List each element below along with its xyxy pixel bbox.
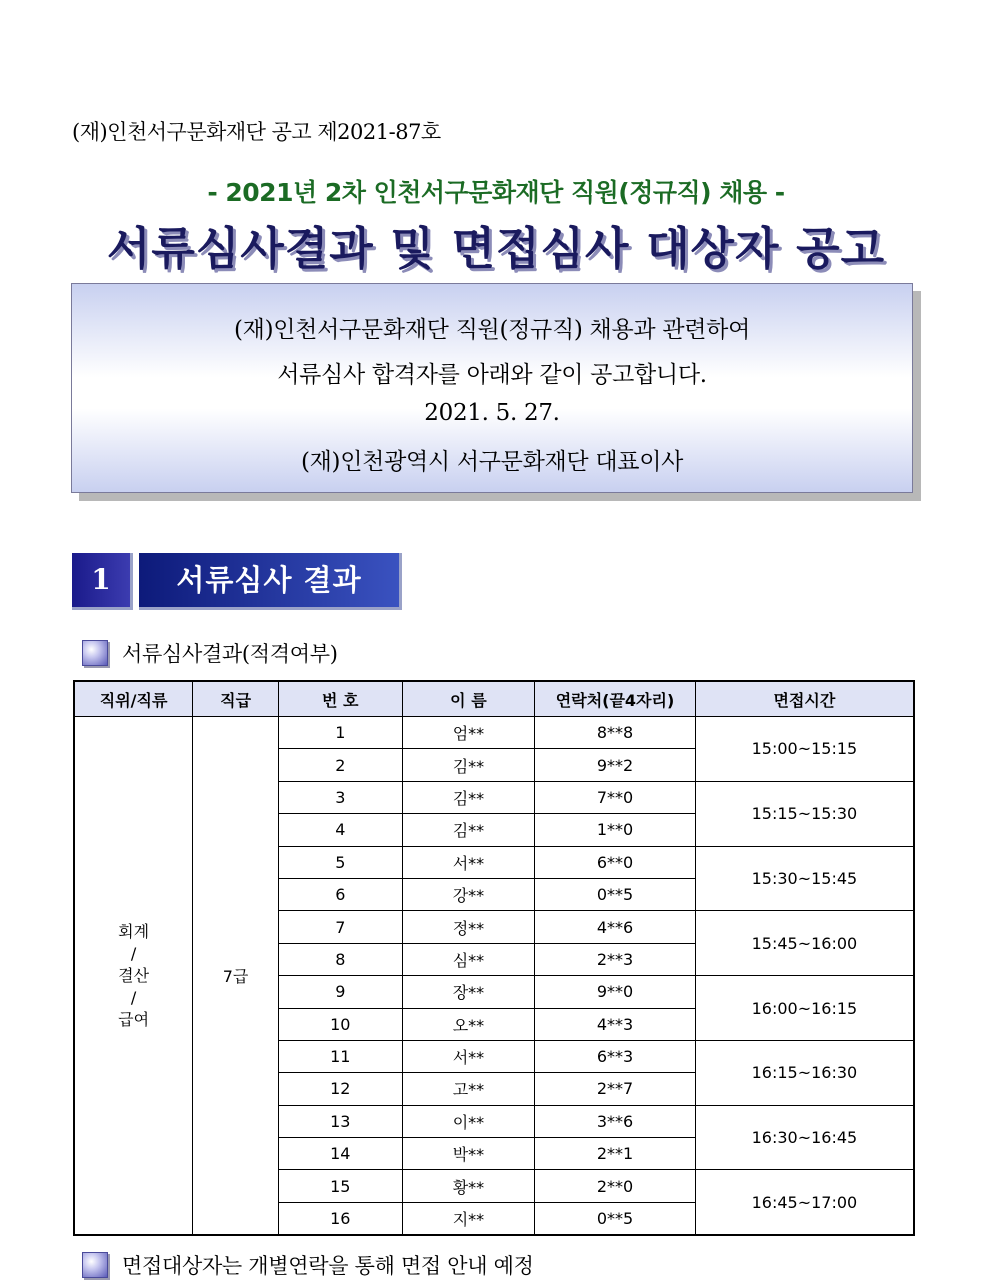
interview-time: 16:45~17:00 bbox=[695, 1170, 914, 1235]
notice-date: 2021. 5. 27. bbox=[424, 400, 560, 426]
row-number: 1 bbox=[278, 717, 402, 749]
row-contact: 6**3 bbox=[535, 1040, 696, 1072]
row-name: 오** bbox=[402, 1008, 535, 1040]
row-number: 14 bbox=[278, 1138, 402, 1170]
header-name: 이 름 bbox=[402, 681, 535, 717]
interview-time: 15:00~15:15 bbox=[695, 717, 914, 782]
section-title: 서류심사 결과 bbox=[139, 553, 402, 610]
notice-box bbox=[71, 283, 913, 493]
row-number: 12 bbox=[278, 1073, 402, 1105]
row-contact: 0**5 bbox=[535, 878, 696, 910]
notice-line-2: 서류심사 합격자를 아래와 같이 공고합니다. bbox=[277, 362, 707, 388]
subtitle: - 2021년 2차 인천서구문화재단 직원(정규직) 채용 - bbox=[207, 178, 785, 207]
row-contact: 4**6 bbox=[535, 911, 696, 943]
row-contact: 0**5 bbox=[535, 1202, 696, 1235]
row-number: 15 bbox=[278, 1170, 402, 1202]
row-number: 3 bbox=[278, 781, 402, 813]
results-table bbox=[73, 680, 915, 1236]
interview-time: 16:30~16:45 bbox=[695, 1105, 914, 1170]
row-name: 강** bbox=[402, 878, 535, 910]
row-contact: 2**3 bbox=[535, 943, 696, 975]
row-name: 서** bbox=[402, 846, 535, 878]
row-name: 서** bbox=[402, 1040, 535, 1072]
row-name: 이** bbox=[402, 1105, 535, 1137]
row-number: 11 bbox=[278, 1040, 402, 1072]
row-number: 4 bbox=[278, 814, 402, 846]
row-number: 9 bbox=[278, 976, 402, 1008]
row-contact: 3**6 bbox=[535, 1105, 696, 1137]
row-number: 5 bbox=[278, 846, 402, 878]
row-contact: 2**0 bbox=[535, 1170, 696, 1202]
row-contact: 7**0 bbox=[535, 781, 696, 813]
row-number: 13 bbox=[278, 1105, 402, 1137]
section-number: 1 bbox=[72, 553, 133, 610]
square-bullet-icon bbox=[82, 1252, 108, 1278]
notice-signer: (재)인천광역시 서구문화재단 대표이사 bbox=[300, 449, 684, 475]
interview-time: 15:45~16:00 bbox=[695, 911, 914, 976]
bullet-results bbox=[82, 638, 338, 668]
row-name: 장** bbox=[402, 976, 535, 1008]
row-name: 지** bbox=[402, 1202, 535, 1235]
header-position: 직위/직류 bbox=[74, 681, 193, 717]
row-contact: 9**2 bbox=[535, 749, 696, 781]
notice-number: (재)인천서구문화재단 공고 제2021-87호 bbox=[72, 120, 441, 144]
row-name: 박** bbox=[402, 1138, 535, 1170]
row-number: 10 bbox=[278, 1008, 402, 1040]
notice-line-1: (재)인천서구문화재단 직원(정규직) 채용과 관련하여 bbox=[233, 317, 750, 343]
position-cell: 회계 / 결산 / 급여 bbox=[74, 717, 193, 1236]
interview-time: 15:15~15:30 bbox=[695, 781, 914, 846]
row-name: 엄** bbox=[402, 717, 535, 749]
header-number: 번 호 bbox=[278, 681, 402, 717]
row-name: 김** bbox=[402, 814, 535, 846]
table-row bbox=[74, 717, 914, 749]
row-name: 심** bbox=[402, 943, 535, 975]
row-contact: 2**7 bbox=[535, 1073, 696, 1105]
interview-time: 15:30~15:45 bbox=[695, 846, 914, 911]
header-grade: 직급 bbox=[193, 681, 279, 717]
row-name: 김** bbox=[402, 749, 535, 781]
interview-time: 16:15~16:30 bbox=[695, 1040, 914, 1105]
row-contact: 1**0 bbox=[535, 814, 696, 846]
row-number: 6 bbox=[278, 878, 402, 910]
row-number: 2 bbox=[278, 749, 402, 781]
grade-cell: 7급 bbox=[193, 717, 279, 1236]
row-contact: 6**0 bbox=[535, 846, 696, 878]
row-contact: 2**1 bbox=[535, 1138, 696, 1170]
row-name: 정** bbox=[402, 911, 535, 943]
bullet-interview-notice bbox=[82, 1250, 534, 1280]
table-header-row bbox=[74, 681, 914, 717]
header-contact: 연락처(끝4자리) bbox=[535, 681, 696, 717]
bullet-interview-text: 면접대상자는 개별연락을 통해 면접 안내 예정 bbox=[122, 1254, 534, 1278]
interview-time: 16:00~16:15 bbox=[695, 976, 914, 1041]
row-name: 김** bbox=[402, 781, 535, 813]
row-number: 8 bbox=[278, 943, 402, 975]
row-contact: 9**0 bbox=[535, 976, 696, 1008]
row-number: 7 bbox=[278, 911, 402, 943]
page-title: 서류심사결과 및 면접심사 대상자 공고 bbox=[106, 222, 886, 275]
square-bullet-icon bbox=[82, 640, 108, 666]
header-interview-time: 면접시간 bbox=[695, 681, 914, 717]
row-name: 황** bbox=[402, 1170, 535, 1202]
row-contact: 8**8 bbox=[535, 717, 696, 749]
row-number: 16 bbox=[278, 1202, 402, 1235]
row-contact: 4**3 bbox=[535, 1008, 696, 1040]
row-name: 고** bbox=[402, 1073, 535, 1105]
bullet-results-text: 서류심사결과(적격여부) bbox=[122, 642, 338, 666]
